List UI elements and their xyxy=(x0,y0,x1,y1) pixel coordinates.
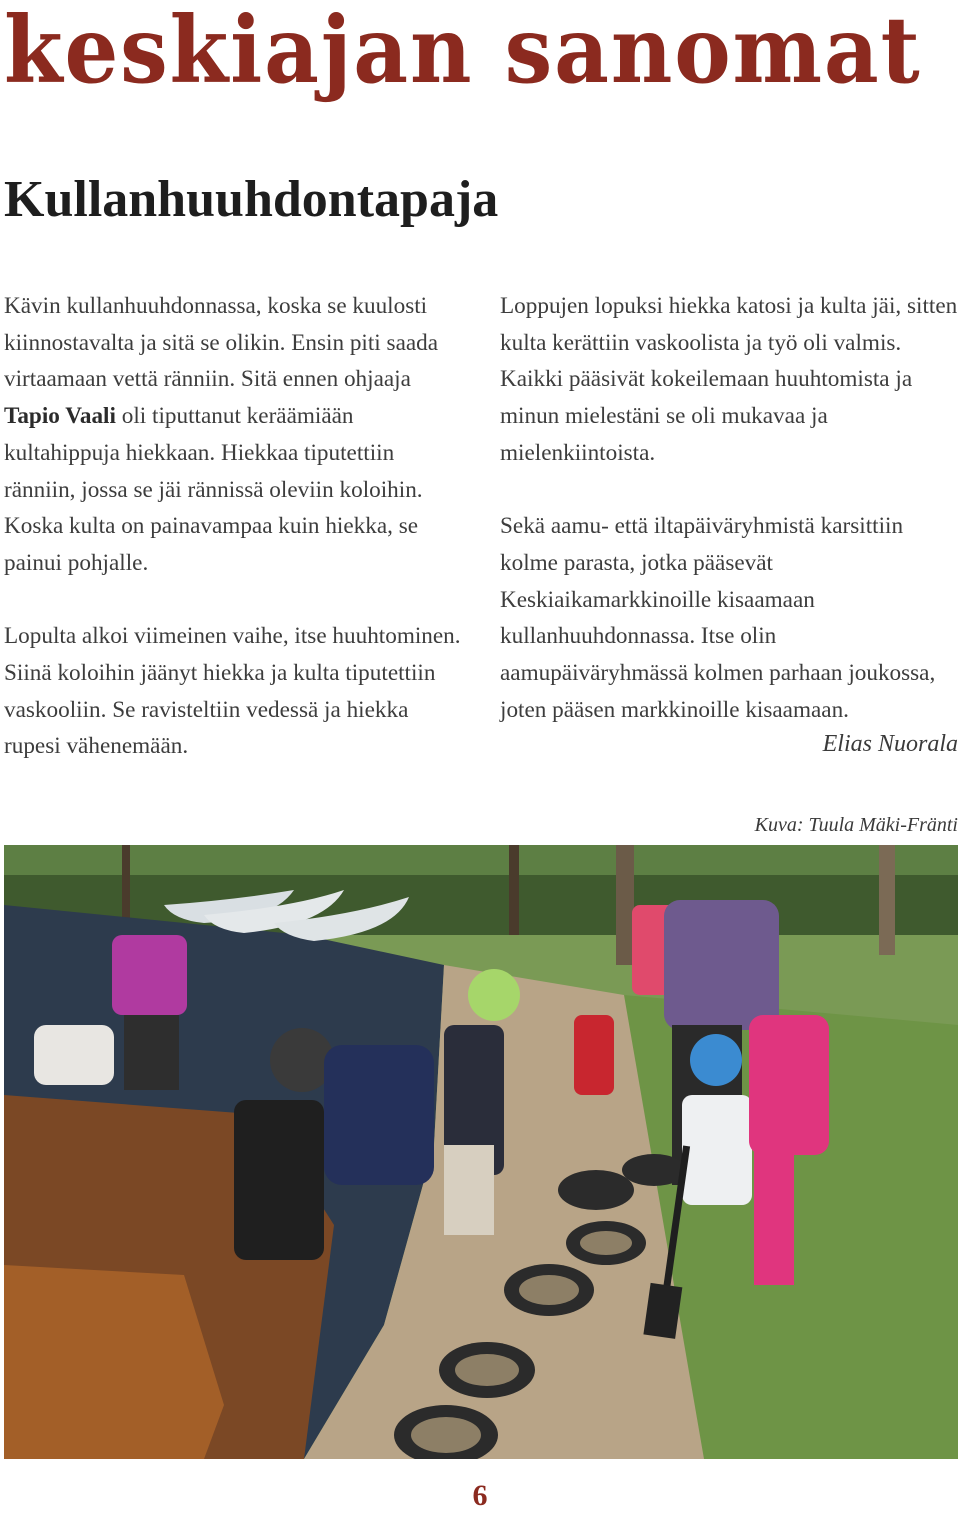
photo-credit: Kuva: Tuula Mäki-Fränti xyxy=(754,814,958,836)
article-column-left xyxy=(4,288,464,765)
paragraph-left-1 xyxy=(4,288,464,582)
photo-illustration xyxy=(4,845,958,1459)
article-title: Kullanhuuhdontapaja xyxy=(4,171,499,228)
paragraph-left-2: Lopulta alkoi viimeinen vaihe, itse huuhtominen. Siinä koloihin jäänyt hiekka ja kulta tiputettiin vaskooliin. Se ravisteltiin vedessä ja hiekka rupesi vähenemään. xyxy=(4,623,461,760)
paragraph-left-1-text-b: oli tiputtanut keräämiään kultahippuja hiekkaan. Hiekkaa tiputettiin ränniin, jossa se jäi rännissä oleviin koloihin. Koska kulta on painavampaa kuin hiekka, se painui pohjalle. xyxy=(4,403,423,576)
paragraph-right-2: Sekä aamu- että iltapäiväryhmistä karsittiin kolme parasta, jotka pääsevät Keskiaikamarkkinoille kisaamaan kullanhuuhdonnassa. Itse olin aamupäiväryhmässä kolmen parhaan joukossa, joten pääsen markkinoille kisaamaan. xyxy=(500,513,936,723)
paragraph-right-1: Loppujen lopuksi hiekka katosi ja kulta jäi, sitten kulta kerättiin vaskoolista ja työ oli valmis. Kaikki pääsivät kokeilemaan huuhtomista ja minun mielestäni se oli mukavaa ja mielenkiintoista. xyxy=(500,293,958,466)
article-photo xyxy=(4,845,958,1459)
page-number: 6 xyxy=(472,1479,488,1512)
article-author: Elias Nuorala xyxy=(822,731,958,757)
paragraph-left-1-text-a: Kävin kullanhuuhdonnassa, koska se kuulosti kiinnostavalta ja sitä se olikin. Ensin piti saada virtaamaan vettä ränniin. Sitä ennen ohjaaja xyxy=(4,293,439,393)
masthead-title: keskiajan sanomat xyxy=(4,0,922,104)
instructor-name: Tapio Vaali xyxy=(4,403,116,430)
article-column-right xyxy=(500,288,958,728)
